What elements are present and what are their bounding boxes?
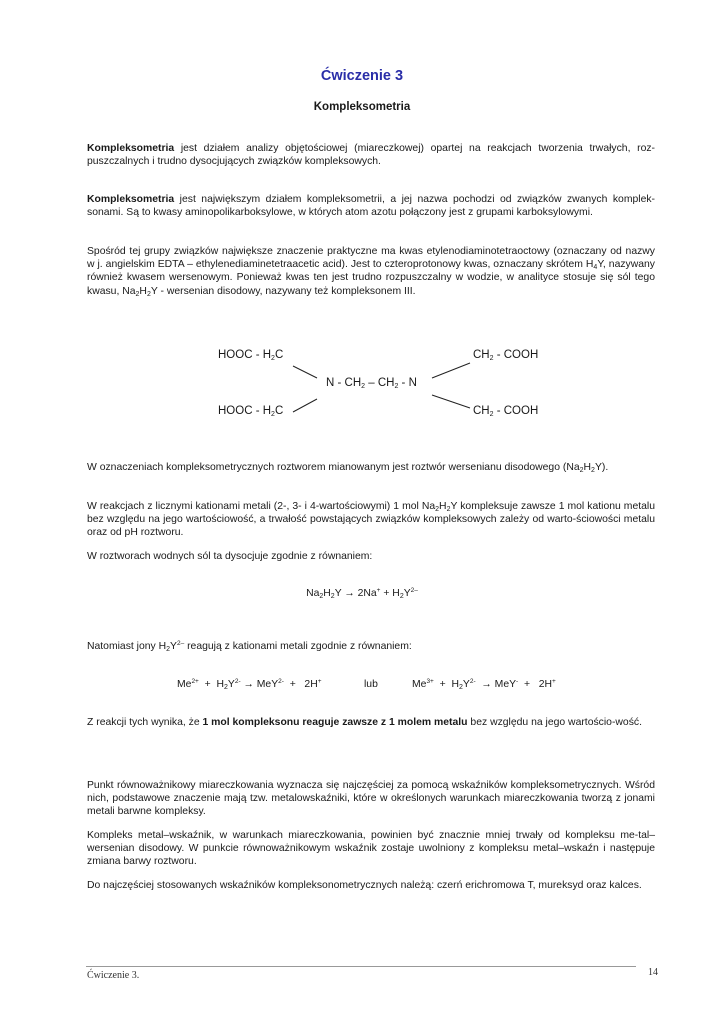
paragraph-8: [87, 716, 655, 729]
structure-text: – CH: [365, 377, 395, 389]
paragraph-2-text: jest największym działem kompleksometrii, a jej nazwa pochodzi od związków zwanych komplek-sonami. Są to kwasy aminopolikarboksylowe, w których atom azotu połączony jest z grupami karboksylowymi.: [87, 194, 655, 219]
subscript: 2: [146, 290, 151, 298]
superscript: -: [516, 678, 519, 685]
subscript: 2: [394, 383, 399, 390]
structure-text: HOOC - H: [218, 349, 272, 361]
structure-text: HOOC - H: [218, 405, 272, 417]
subscript: 2: [271, 411, 275, 418]
structure-text: C: [274, 349, 284, 361]
paragraph-4-text-c: Y).: [594, 462, 609, 473]
subscript: 2: [435, 506, 440, 513]
eq-text: → MeY: [475, 679, 517, 690]
paragraph-4-text-b: H: [583, 462, 592, 473]
paragraph-7-text-c: reagują z kationami metali zgodnie z równaniem:: [184, 641, 412, 652]
superscript: +: [552, 678, 556, 685]
paragraph-7-text-b: Y: [170, 641, 177, 652]
paragraph-3-text-d: Y - wersenian disodowy, nazywany też kompleksonem III.: [150, 285, 416, 297]
eq-text: + H: [198, 679, 224, 690]
paragraph-4: [87, 461, 655, 474]
bond-top-right: [432, 363, 470, 378]
bond-bottom-left: [293, 399, 317, 412]
paragraph-7-text-a: Natomiast jony H: [87, 641, 167, 652]
paragraph-10: Kompleks metal–wskaźnik, w warunkach miareczkowania, powinien być znacznie mniej trwały od kompleksu me-tal–wersenian disodowy. W punkcie równoważnikowym wskaźnik zostaje uwolniony z kompleksu metal–wskaźn i następuje zmiana barwy roztworu.: [87, 830, 655, 868]
page-number: 14: [648, 967, 658, 978]
subscript: 2: [166, 646, 171, 653]
paragraph-1-text: jest działem analizy objętościowej (miareczkowej) opartej na reakcjach tworzenia trwałych, roz-puszczalnych i trudno dysocjujących związków kompleksowych.: [87, 143, 655, 168]
structure-text: C: [274, 405, 284, 417]
eq-text: + H: [433, 679, 459, 690]
paragraph-3-text-a: Spośród tej grupy związków największe znaczenie praktyczne ma kwas etylenodiaminotetraoctowy (oznaczany od nazwy w j. angielskim EDTA – ethylenediaminetetraacetic acid). Jest to czteroprotonowy kwas, oznaczany skrótem H: [87, 246, 655, 271]
paragraph-8-text-a: Z reakcji tych wynika, że: [87, 717, 203, 728]
equation-reaction-divalent: [177, 679, 322, 690]
eq-text: + 2H: [518, 679, 552, 690]
subscript: 2: [223, 684, 228, 691]
superscript: +: [376, 587, 381, 594]
paragraph-6: W roztworach wodnych sól ta dysocjuje zgodnie z równaniem:: [87, 551, 373, 562]
paragraph-11: Do najczęściej stosowanych wskaźników kompleksonometrycznych należą: czerń erichromowa T, mureksyd oraz kalces.: [87, 880, 642, 891]
paragraph-8-bold: 1 mol kompleksonu reaguje zawsze z 1 molem metalu: [202, 717, 468, 728]
subscript: 2: [361, 383, 366, 390]
subscript: 2: [489, 355, 494, 362]
eq-text: → MeY: [240, 679, 279, 690]
superscript: 2+: [191, 678, 199, 685]
equation-reaction-trivalent: [412, 679, 556, 690]
paragraph-7: [87, 640, 655, 653]
subscript: 2: [458, 684, 463, 691]
superscript: +: [317, 678, 322, 685]
bond-bottom-right: [432, 395, 470, 408]
structure-text: - N: [398, 377, 417, 389]
bond-top-left: [293, 366, 317, 378]
paragraph-5-text-b: H: [439, 501, 447, 512]
page-title: Ćwiczenie 3: [320, 68, 404, 84]
subscript: 2: [271, 355, 275, 362]
superscript: 2-: [469, 678, 476, 685]
eq-text: Me: [412, 679, 427, 690]
paragraph-9: Punkt równoważnikowy miareczkowania wyznacza się najczęściej za pomocą wskaźników kompleksometrycznych. Wśród nich, podstawowe znaczenie mają tzw. metalowskaźniki, które w określonych warunkach miareczkowania tworzą z jonami metali barwne kompleksy.: [87, 780, 655, 818]
paragraph-4-text-a: W oznaczeniach kompleksometrycznych roztworem mianowanym jest roztwór wersenianu disodowego (Na: [87, 462, 580, 473]
subscript: 2: [591, 467, 595, 474]
subscript: 2: [489, 411, 494, 418]
eq-text: Y: [227, 679, 235, 690]
subscript: 2: [135, 290, 140, 298]
paragraph-3-text-b: Y, nazywany również kwasem wersenowym. Ponieważ kwas ten jest trudno rozpuszczalny w wodzie, w analityce stosuje się sól tego kwasu, Na: [87, 259, 655, 297]
paragraph-5-text-c: Y kompleksuje zawsze 1 mol kationu metalu bez względu na jego wartościowość, a trwałość powstających związków kompleksowych zależy od warto-ściowości metalu oraz od pH roztworu.: [87, 501, 655, 539]
footer-chapter: Ćwiczenie 3.: [87, 970, 140, 981]
structure-text: N - CH: [326, 377, 362, 389]
eq-text: Y: [462, 679, 470, 690]
eq-text: Me: [177, 679, 192, 690]
equation-or-label: lub: [364, 679, 378, 690]
structure-text: - COOH: [493, 405, 539, 417]
eq-text: Na: [306, 588, 320, 599]
structure-text: CH: [473, 405, 490, 417]
equation-dissociation: [0, 588, 724, 599]
paragraph-5: [87, 500, 655, 540]
footer-divider: [86, 966, 636, 967]
paragraph-1-bold: Kompleksometria: [87, 143, 175, 154]
superscript: 2-: [234, 678, 241, 685]
superscript: 2–: [176, 640, 185, 647]
superscript: 3+: [426, 678, 434, 685]
subscript: 2: [579, 467, 584, 474]
paragraph-8-text-b: bez względu na jego wartościo-wość.: [467, 717, 642, 728]
paragraph-5-text-a: W reakcjach z licznymi kationami metali (2-, 3- i 4-wartościowymi) 1 mol Na: [87, 501, 436, 512]
paragraph-3-text-c: H: [139, 285, 147, 297]
page-subtitle: Kompleksometria: [313, 101, 411, 113]
paragraph-2-bold: Kompleksometria: [87, 194, 175, 205]
eq-text: + 2H: [283, 679, 318, 690]
subscript: 4: [593, 264, 598, 272]
superscript: 2–: [410, 587, 418, 594]
eq-text: H: [323, 588, 331, 599]
subscript: 2: [330, 593, 335, 600]
eq-text: Y: [403, 588, 411, 599]
subscript: 2: [399, 593, 404, 600]
subscript: 2: [446, 506, 451, 513]
superscript: 2-: [278, 678, 284, 685]
structure-text: - COOH: [493, 349, 539, 361]
eq-text: Y → 2Na: [334, 588, 377, 599]
structure-text: CH: [473, 349, 490, 361]
eq-text: + H: [380, 588, 400, 599]
subscript: 2: [319, 593, 324, 600]
